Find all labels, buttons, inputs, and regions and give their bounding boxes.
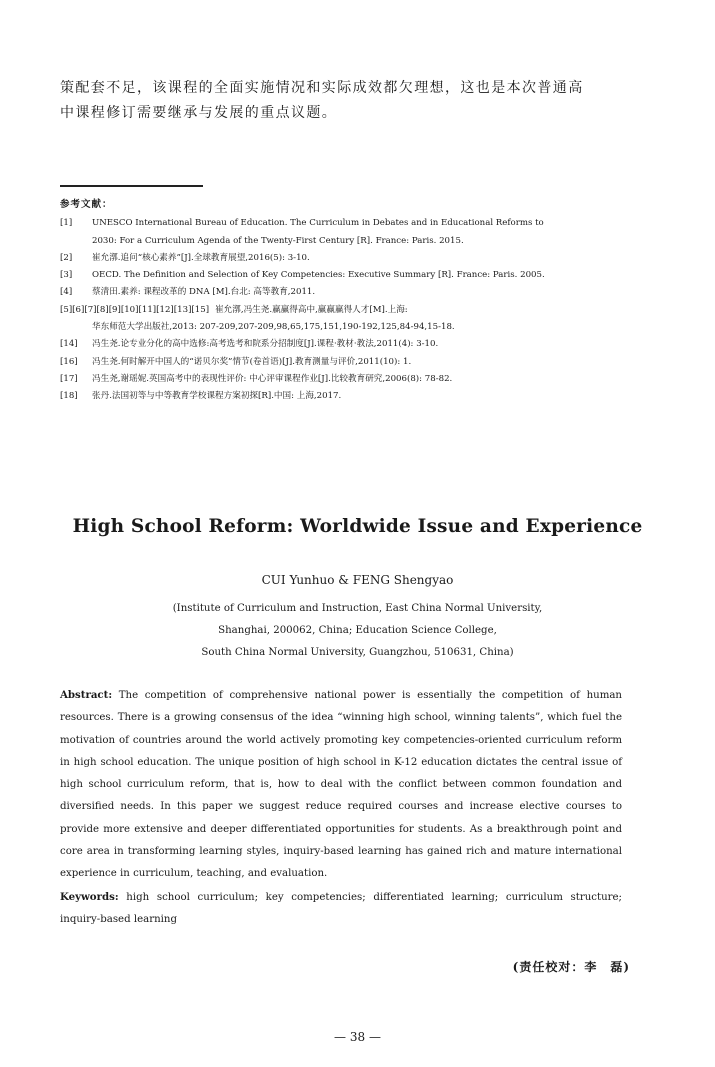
reference-text: 蔡清田.素养: 课程改革的 DNA [M].台北: 高等教育,2011. bbox=[92, 287, 316, 298]
reference-number: [16] bbox=[60, 356, 78, 367]
reference-item bbox=[60, 267, 630, 284]
reference-item bbox=[60, 388, 630, 405]
affiliation-line: South China Normal University, Guangzhou, 510631, China) bbox=[201, 647, 514, 658]
page-number: — 38 — bbox=[334, 1030, 381, 1044]
reference-text: 冯生尧,谢瑶妮.英国高考中的表现性评价: 中心评审课程作业[J].比较教育研究,2006(8): 78-82. bbox=[92, 373, 453, 384]
references-section bbox=[60, 196, 630, 406]
reference-continuation: 2030: For a Curriculum Agenda of the Twenty-First Century [R]. France: Paris. 2015. bbox=[92, 235, 464, 246]
reference-text: UNESCO International Bureau of Education. The Curriculum in Debates and in Educational Reforms to bbox=[92, 218, 544, 229]
reference-item bbox=[60, 250, 630, 267]
reference-item bbox=[60, 215, 630, 232]
reference-item bbox=[60, 302, 630, 319]
intro-paragraph bbox=[60, 76, 630, 126]
reference-number: [1] bbox=[60, 218, 73, 229]
reference-item bbox=[60, 354, 630, 371]
abstract-label: Abstract: bbox=[60, 689, 113, 701]
reference-number: [3] bbox=[60, 270, 73, 281]
reference-text: 崔允漷,冯生尧.赢赢得高中,赢赢赢得人才[M].上海: bbox=[215, 304, 408, 315]
reference-item bbox=[60, 336, 630, 353]
reference-number: [4] bbox=[60, 287, 73, 298]
reference-number: [5][6][7][8][9][10][11][12][13][15] bbox=[60, 304, 210, 315]
reference-number: [17] bbox=[60, 373, 78, 384]
reference-item bbox=[60, 371, 630, 388]
keywords-paragraph bbox=[60, 886, 622, 932]
affiliation-line: Shanghai, 200062, China; Education Science College, bbox=[218, 625, 497, 636]
reference-number: [14] bbox=[60, 339, 78, 350]
reference-text: 张丹.法国初等与中等教育学校课程方案初探[R].中国: 上海,2017. bbox=[92, 391, 342, 402]
reference-number: [2] bbox=[60, 252, 73, 263]
references-divider bbox=[60, 185, 203, 187]
author-affiliation bbox=[60, 598, 655, 664]
abstract-text: The competition of comprehensive national power is essentially the competition of human resources. There is a growing consensus of the idea “winning high school, winning talents”, which fuel the motivation of countries around the world actively promoting key competencies-oriented curriculum reform in high school education. The unique position of high school in K-12 education dictates the central issue of high school curriculum reform, that is, how to deal with the conflict between common foundation and diversified needs. In this paper we suggest reduce required courses and increase elective courses to provide more extensive and deeper differentiated opportunities for students. As a breakthrough point and core area in transforming learning styles, inquiry-based learning has gained rich and mature international experience in curriculum, teaching, and evaluation. bbox=[60, 690, 622, 880]
reference-text: 崔允漷.追问“核心素养”[J].全球教育展望,2016(5): 3-10. bbox=[92, 252, 310, 263]
abstract-paragraph bbox=[60, 684, 622, 886]
reference-text: 冯生尧.论专业分化的高中选修:高考选考和院系分招制度[J].课程·教材·教法,2011(4): 3-10. bbox=[92, 339, 439, 350]
reference-text: 冯生尧.何时解开中国人的“诺贝尔奖”情节(卷首语)[J].教育测量与评价,2011(10): 1. bbox=[92, 356, 412, 367]
editor-note: (责任校对：李 磊) bbox=[512, 960, 630, 974]
keywords-label: Keywords: bbox=[60, 891, 119, 903]
intro-line-2: 中课程修订需要继承与发展的重点议题。 bbox=[60, 105, 338, 121]
reference-continuation: 华东师范大学出版社,2013: 207-209,207-209,98,65,175,151,190-192,125,84-94,15-18. bbox=[92, 322, 455, 333]
reference-text: OECD. The Definition and Selection of Key Competencies: Executive Summary [R]. France: Paris. 2005. bbox=[92, 270, 545, 281]
paper-title: High School Reform: Worldwide Issue and Experience bbox=[72, 516, 643, 537]
references-title: 参考文献： bbox=[60, 199, 113, 210]
affiliation-line: (Institute of Curriculum and Instruction, East China Normal University, bbox=[172, 603, 543, 614]
keywords-text: high school curriculum; key competencies; differentiated learning; curriculum structure; inquiry-based learning bbox=[60, 892, 622, 926]
intro-line-1: 策配套不足，该课程的全面实施情况和实际成效都欠理想，这也是本次普通高 bbox=[60, 80, 584, 96]
paper-authors: CUI Yunhuo & FENG Shengyao bbox=[261, 573, 454, 587]
reference-number: [18] bbox=[60, 391, 78, 402]
reference-item bbox=[60, 284, 630, 301]
